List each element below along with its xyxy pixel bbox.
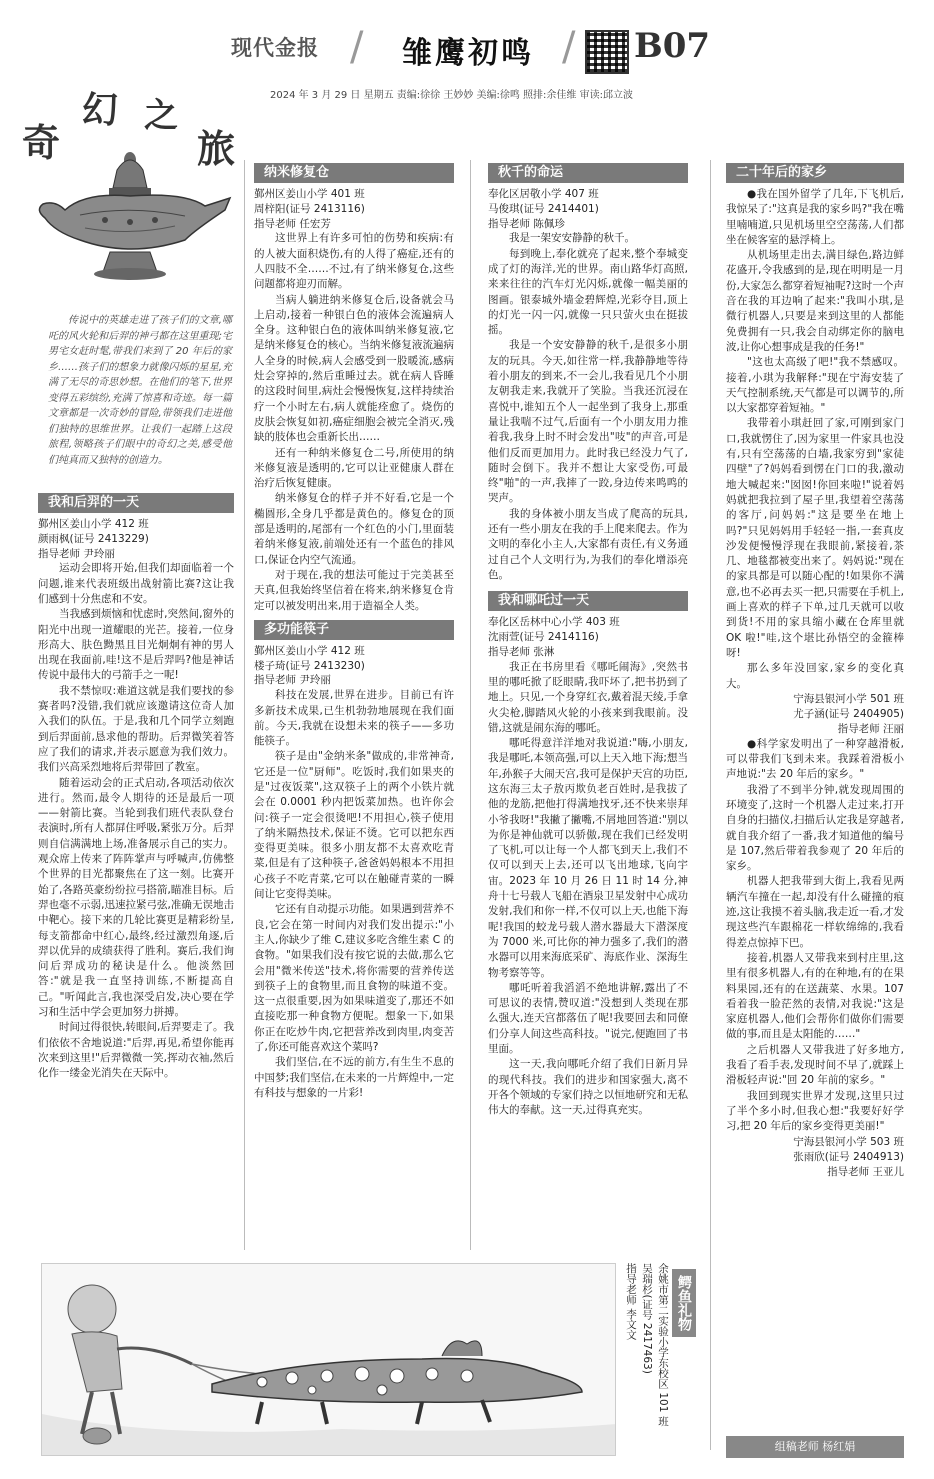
- masthead-divider: /: [562, 24, 576, 70]
- paragraph: 我是一个安安静静的秋千,是很多小朋友的玩具。今天,如往常一样,我静静地等待着小朋友的到来,不一会儿,我看见几个小朋友朝我走来,我就开了笑脸。当我还沉浸在喜悦中,谁知五个人一起坐到了我身上,那重量让我喘不过气,后面有一个小朋友用力推着我,我身上时不时会发出"吱"的声音,可是他们反而更加用力。此时我已经没力气了,随时会倒下。我并不想让大家受伤,可最终"啪"的一声,我摔了一跤,身边传来鸣鸣的哭声。: [488, 339, 688, 505]
- hero-title-char: 幻: [82, 89, 119, 131]
- qr-code-icon[interactable]: [585, 30, 629, 74]
- paragraph: 运动会即将开始,但我们却面临着一个问题,谁来代表班级出战射箭比赛?这让我们感到十分焦虑和不安。: [38, 562, 234, 605]
- paragraph: 这世界上有许多可怕的伤势和疾病:有的人被大面积烧伤,有的人得了癌症,还有的人四肢不全……不过,有了纳米修复仓,这些问题都将迎刃而解。: [254, 232, 454, 291]
- paragraph: 筷子是由"金纳米条"做成的,非常神奇,它还是一位"厨师"。吃饭时,我们如果夹的是"过夜饭菜",这双筷子上的两个小铁片就会在 0.0001 秒内把饭菜加热。也许你会问:筷子一定会很烫吧!不用担心,筷子使用了纳米隔热技术,保证不烫。它可以把东西变得更美味。很多小朋友都不太喜欢吃青菜,但是有了这种筷子,爸爸妈妈根本不用担心孩子不吃青菜,它可以在触碰青菜的一瞬间让它变得美味。: [254, 750, 454, 901]
- illustration-school: 余姚市第二实验小学东校区 101 班: [657, 1263, 669, 1427]
- article-teacher: 指导老师 汪丽: [837, 722, 904, 735]
- column-divider: [470, 160, 471, 1250]
- paragraph: 当我感到烦恼和忧虑时,突然间,窗外的阳光中出现一道耀眼的光芒。接着,一位身形高大、肤色黝黑且目光炯炯有神的男人出现在我面前,哇!这不是后羿吗?他是神话传说中最伟大的弓箭手之一呢!: [38, 608, 234, 682]
- paragraph: ●我在国外留学了几年,下飞机后,我惊呆了:"这真是我的家乡吗?"我在嘴里喃喃道,只见机场里空空荡荡,人们都坐在候客室的悬浮椅上。: [726, 188, 904, 246]
- article-author: 马俊琪(证号 2414401): [488, 202, 599, 215]
- paragraph: 接着,机器人又带我来到村庄里,这里有很多机器人,有的在种地,有的在果料果园,还有的在送蔬菜、水果。107 看着我一脸茫然的表情,对我说:"这是家庭机器人,他们会帮你们做你们需要做的事,而且是太阳能的……": [726, 951, 904, 1041]
- paragraph: "这也太高级了吧!"我不禁感叹。接着,小琪为我解释:"现在宁海安装了天气控制系统,天气都是可以调节的,所以大家都穿着短袖。": [726, 356, 904, 415]
- article-swing: [488, 163, 688, 1119]
- column-divider: [244, 160, 245, 1250]
- column-divider: [710, 160, 711, 1450]
- article-author: 楼子琦(证号 2413230): [254, 659, 365, 672]
- article-school: 鄞州区姜山小学 412 班: [254, 644, 365, 657]
- article-heading: 多功能筷子: [254, 620, 454, 640]
- paragraph: 机器人把我带到大街上,我看见两辆汽车撞在一起,却没有什么碰撞的痕迹,这让我摸不着头脑,我走近一看,才发现这些汽车跟棉花一样软绵绵的,我看得差点惊掉下巴。: [726, 875, 905, 949]
- crocodile-walk-icon: [42, 1264, 616, 1456]
- paragraph: 我是一架安安静静的秋千。: [509, 232, 635, 245]
- article-author: 周梓阳(证号 2413116): [254, 202, 365, 215]
- article-heading: 秋千的命运: [488, 163, 688, 183]
- illustration-caption: [620, 1263, 690, 1456]
- article-teacher: 指导老师 任宏芳: [254, 217, 331, 230]
- article-teacher: 指导老师 张淋: [488, 645, 555, 658]
- paragraph: 时间过得很快,转眼间,后羿要走了。我们依依不舍地说道:"后羿,再见,希望你能再次来到这里!"后羿微微一笑,挥动衣袖,然后化作一缕金光消失在天际中。: [38, 1021, 234, 1080]
- column-name: 雏鹰初鸣: [402, 36, 534, 71]
- paper-name: 现代金报: [231, 35, 319, 60]
- paragraph: 我回到现实世界才发现,这里只过了半个多小时,但我心想:"我要好好学习,把 20 年后的家乡变得更美丽!": [726, 1089, 904, 1133]
- article-signature: [726, 1135, 904, 1180]
- hero-title-char: 旅: [197, 126, 236, 171]
- article-teacher: 指导老师 尹玲丽: [38, 547, 115, 560]
- paragraph: 我带着小琪赶回了家,可刚到家门口,我就愣住了,因为家里一件家具也没有,只有空荡荡的白墙,我家穷到"家徒四壁"了?妈妈看到愣在门口的我,激动地大喊起来:"囡囡!你回来啦!"说着妈妈就把我拉到了屋子里,我望着空荡荡的客厅,问妈妈:"这是要坐在地上吗?"只见妈妈用手轻轻一指,一套真皮沙发便慢慢浮现在我眼前,紧接着,茶几、地毯都被变出来了。妈妈说:"现在的家具都是可以随心配的!如果你不满意,也不必再去买一把,只需要在手机上,画上喜欢的样子下单,过几天就可以收到货!不用的家具缩小藏在仓库里就 OK 啦!"哇,这个堪比孙悟空的金箍棒呀!: [726, 417, 905, 659]
- illustration-teacher: 指导老师 李文文: [625, 1263, 637, 1340]
- paragraph: ●科学家发明出了一种穿越滑板,可以带我们飞到未来。我踩着滑板小声地说:"去 20 年后的家乡。": [726, 737, 904, 781]
- intro-text: 传说中的英雄走进了孩子们的文章,哪吒的风火轮和后羿的神弓都在这里重现;宅男宅女赶时髦,带我们来到了 20 年后的家乡……孩子们的想象力就像闪烁的星星,充满了无尽的奇思妙想。在他们的笔下,世界变得五彩缤纷,充满了惊喜和奇迹。每一篇文章都是一次奇妙的冒险,带领我们走进他们独特的思维世界。让我们一起踏上这段旅程,领略孩子们眼中的奇幻之美,感受他们纯真而又独特的创造力。: [48, 315, 232, 466]
- paragraph: 我的身体被小朋友当成了爬高的玩具,还有一些小朋友在我的手上爬来爬去。作为文明的奉化小主人,大家都有责任,有义务通过自己个人文明行为,为我们的奉化增添亮色。: [488, 507, 688, 581]
- article-heading: 纳米修复仓: [254, 163, 454, 183]
- article-school: 宁海县银河小学 503 班: [793, 1135, 904, 1148]
- paragraph: 当病人躺进纳米修复仓后,设备就会马上启动,接着一种银白色的液体会流遍病人全身。这种银白色的液体叫纳米修复液,它是纳米修复仓的核心。当纳米修复液流遍病人全身的时候,病人会感受到一股暖流,感病灶会穿掉的,然后重睡过去。就在病人昏睡的这段时间里,病灶会慢慢恢复,这样持续治疗一个小时左右,病人就能痊愈了。烧伤的皮肤会恢复如初,癌症细胞会被完全消灭,残缺的肢体也会重新长出……: [254, 293, 454, 444]
- article-houyi: [38, 493, 234, 1081]
- article-author: 尤子涵(证号 2404905): [793, 707, 904, 720]
- article-heading: 二十年后的家乡: [726, 163, 904, 183]
- article-author: 张雨欣(证号 2404913): [793, 1150, 904, 1163]
- hero-title-char: 奇: [22, 120, 61, 165]
- paragraph: 我滑了不到半分钟,就发现周围的环境变了,这时一个机器人走过来,打开自身的扫描仪,扫描后认定我是穿越者,就自我介绍了一番,我才知道他的编号是 107,然后带着我参观了 20 年后的家乡。: [726, 783, 904, 873]
- paragraph: 科技在发展,世界在进步。目前已有许多新技术成果,已生机勃勃地展现在我们面前。今天,我就在设想未来的筷子——多功能筷子。: [254, 689, 454, 748]
- article-teacher: 指导老师 尹玲丽: [254, 674, 331, 687]
- paragraph: 哪吒得意洋洋地对我说道:"嗨,小朋友,我是哪吒,本领高强,可以上天入地下海;想当年,孙猴子大闹天宫,我可是保护天宫的功臣,这东海三太子敖丙欺负老百姓时,是我拔了他的龙筋,把他打得满地找牙,还不快来崇拜小爷我呀!"我撇了撇嘴,不屑地回答道:"别以为你是神仙就可以骄傲,现在我们已经发明了飞机,可以让每一个人都飞到天上,我们不仅可以到天上去,还可以飞出地球,飞向宇宙。2023 年 10 月 26 日 11 时 14 分,神舟十七号载人飞船在酒泉卫星发射中心成功发射,我们和你一样,不仅可以上天,也能下海呢!我国的蛟龙号载人潜水器最大下潜深度为 7000 米,可比你的神力强多了,我们的潜水器可以用来海底采矿、海底作业、深海生物考察等等。: [488, 737, 688, 979]
- masthead: [0, 20, 934, 80]
- paragraph: 那么多年没回家,家乡的变化真大。: [726, 662, 904, 690]
- crocodile-illustration: [41, 1263, 616, 1456]
- paragraph: 每到晚上,奉化就亮了起来,整个奉城变成了灯的海洋,光的世界。南山路华灯高照,来来往往的汽车灯光闪烁,就像一幅美丽的图画。银泰城外墙金碧辉煌,光彩夺目,顶上的灯光一闪一闪,就像一只只萤火虫在挺拔摇。: [488, 247, 688, 337]
- paragraph: 它还有自动提示功能。如果遇到营养不良,它会在第一时间内对我们发出提示:"小主人,你缺少了维 C,建议多吃含维生素 C 的食物。"如果我们没有按它说的去做,那么它会用"微米传送"技术,将你需要的营养传送到筷子上的食物里,而且食物的味道不变。这一点很重要,因为如果味道变了,那还不如直接吃那一种食物方便呢。想象一下,如果你正在吃炒牛肉,它把营养改到肉里,肉变苦了,你还可能喜欢这个菜吗?: [254, 903, 454, 1054]
- article-author: 沈雨萱(证号 2414116): [488, 631, 599, 644]
- paragraph: 从机场里走出去,满目绿色,路边鲜花盛开,令我感到的是,现在明明是一月份,大家怎么都穿着短袖呢?这时一个声音在我的耳边响了起来:"我叫小琪,是微行机器人,只要是来到这里的人都能免费拥有一只,我会自动绑定你的脑电波,让你心想事成是我的任务!": [726, 249, 904, 353]
- article-school: 奉化区居敬小学 407 班: [488, 188, 599, 200]
- page-number: B07: [634, 26, 711, 66]
- masthead-divider: /: [350, 24, 364, 70]
- article-nano: [254, 163, 454, 1101]
- paragraph: 随着运动会的正式启动,各项活动依次进行。然而,最令人期待的还是最后一项——射箭比赛。当轮到我们班代表队登台表演时,所有人都屏住呼吸,紧张万分。后羿则自信满满地上场,准备展示自己的实力。观众席上传来了阵阵掌声与呼喊声,仿佛整个世界的目光都聚焦在了这一刻。比赛开始了,各路英豪纷纷拉弓搭箭,瞄准目标。后羿也毫不示弱,迅速拉紧弓弦,准确无误地击中靶心。接下来的几轮比赛更是精彩纷呈,每支箭都命中红心,最终,经过激烈角逐,后羿以优异的成绩获得了胜利。赛后,我们询问后羿成功的秘诀是什么。他淡然回答:"就是我一直坚持训练,不断提高自己。"听闻此言,我也深受启发,决心要在学习和生活中学会更加努力拼搏。: [38, 776, 234, 1018]
- article-school: 鄞州区姜山小学 412 班: [38, 518, 149, 530]
- article-heading: 我和哪吒过一天: [488, 591, 688, 611]
- paragraph: 我们坚信,在不远的前方,有生生不息的中国梦;我们坚信,在未来的一片辉煌中,一定有科技与想象的一片彩!: [254, 1056, 454, 1099]
- illustration-author: 吴瑞杉(证号 2417463): [641, 1263, 653, 1374]
- article-school: 鄞州区姜山小学 401 班: [254, 188, 365, 200]
- article-teacher: 指导老师 陈佩珍: [488, 217, 565, 230]
- editor-credit: 组稿老师 杨红娟: [726, 1436, 904, 1458]
- paragraph: 我不禁惊叹:难道这就是我们要找的参赛者吗?没错,我们就应该邀请这位奇人加入我们的队伍。于是,我和几个同学立刻跑到后羿面前,恳求他的帮助。后羿微笑着答应了我们的请求,并表示愿意为我们效力。我们兴高采烈地将后羿带回了教室。: [38, 684, 234, 774]
- illustration-title: 鳄鱼礼物: [672, 1269, 696, 1337]
- article-school: 奉化区岳林中心小学 403 班: [488, 616, 620, 629]
- dateline: 2024 年 3 月 29 日 星期五 责编:徐徐 王妙妙 美编:徐鸣 照排:余佳维 审读:邱立波: [270, 90, 633, 101]
- hero-title-char: 之: [144, 96, 178, 136]
- paragraph: 纳米修复仓的样子并不好看,它是一个椭圆形,全身几乎都是黄色的。修复仓的顶部是透明的,尾部有一个红色的小门,里面装着纳米修复液,前端处还有一个蓝色的排风口,保证仓内空气流通。: [254, 492, 454, 566]
- paragraph: 哪吒听着我滔滔不绝地讲解,露出了不可思议的表情,赞叹道:"没想到人类现在那么强大,连天宫都落伍了呢!我要回去和同僚们分享人间这些高科技。"说完,便跑回了书里面。: [488, 981, 688, 1056]
- article-author: 颜雨枫(证号 2413229): [38, 532, 149, 545]
- paragraph: 这一天,我向哪吒介绍了我们日新月异的现代科技。我们的进步和国家强大,离不开各个领域的专家们持之以恒地研究和无私伟大的奉献。这一天,过得真充实。: [488, 1058, 688, 1117]
- paragraph: 对于现在,我的想法可能过于完美甚至天真,但我始终坚信着在将来,纳米修复仓肯定可以被发明出来,用于造福全人类。: [254, 568, 454, 612]
- article-hometown: [726, 163, 904, 1180]
- paragraph: 之后机器人又带我进了好多地方,我看了看手表,发现时间不早了,就踩上滑板轻声说:"回 20 年前的家乡。": [726, 1043, 904, 1087]
- paragraph: 我正在书房里看《哪吒闹海》,突然书里的哪吒掀了眨眼睛,我吓坏了,把书扔到了地上。只见,一个身穿红衣,戴着混天绫,手拿火尖枪,脚踏风火轮的小孩来到我眼前。没错,这就是闹东海的哪吒。: [488, 660, 688, 734]
- article-heading: 我和后羿的一天: [38, 493, 234, 513]
- magic-lamp-icon: [25, 140, 235, 290]
- article-school: 宁海县银河小学 501 班: [793, 692, 904, 705]
- article-signature: [726, 692, 904, 737]
- article-teacher: 指导老师 王亚儿: [827, 1165, 904, 1178]
- paragraph: 还有一种纳米修复仓二号,所使用的纳米修复液是透明的,它可以让亚健康人群在治疗后恢复健康。: [254, 446, 454, 490]
